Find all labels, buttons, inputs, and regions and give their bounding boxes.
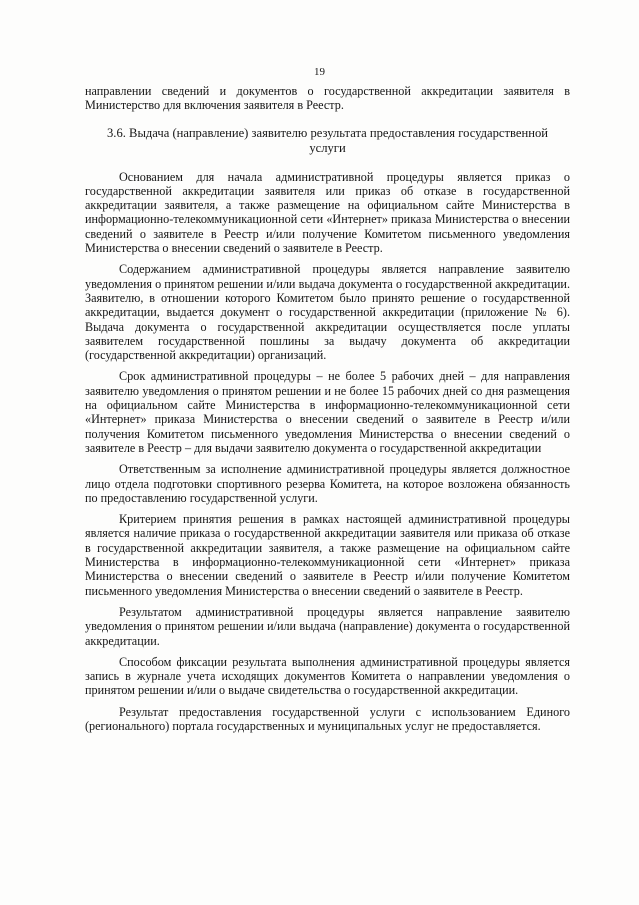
paragraph-recording: Способом фиксации результата выполнения административной процедуры является запись в журнале учета исходящих документов Комитета о направлении уведомления о принятом решении и/или о выдаче свидетельства о государственной аккредитации.	[85, 654, 570, 698]
paragraph-basis: Основанием для начала административной процедуры является приказ о государственной аккредитации заявителя или приказ об отказе в государственной аккредитации заявителя, а также размещение на официальном сайте Министерства в информационно-телекоммуникационной сети «Интернет» приказа Министерства о внесении сведений о заявителе в Реестр и/или получение Комитетом письменного уведомления Министерства о внесении сведений о заявителе в Реестр.	[85, 169, 570, 256]
paragraph-result: Результатом административной процедуры является направление заявителю уведомления о принятом решении и/или выдача (направление) документа о государственной аккредитации.	[85, 604, 570, 648]
paragraph-criterion: Критерием принятия решения в рамках настоящей административной процедуры является наличие приказа о государственной аккредитации заявителя или приказа об отказе в государственной аккредитации заявителя, а также размещение на официальном сайте Министерства в информационно-телекоммуникационной сети «Интернет» приказа Министерства о внесении сведений о заявителе в Реестр и/или получение Комитетом письменного уведомления Министерства о внесении сведений о заявителе в Реестр.	[85, 512, 570, 598]
paragraph-content: Содержанием административной процедуры является направление заявителю уведомления о принятом решении и/или выдача документа о государственной аккредитации. Заявителю, в отношении которого Комитетом было принято решение о государственной аккредитации, выдается документ о государственной аккредитации (приложение № 6). Выдача документа о государственной аккредитации осуществляется после уплаты заявителем государственной пошлины за выдачу документа об аккредитации (государственной аккредитации) организаций.	[85, 262, 570, 363]
paragraph-responsible: Ответственным за исполнение административной процедуры является должностное лицо отдела подготовки спортивного резерва Комитета, на которое возложена обязанность по предоставлению государственной услуги.	[85, 462, 570, 505]
page-number: 19	[314, 66, 325, 78]
paragraph-deadline: Срок административной процедуры – не более 5 рабочих дней – для направления заявителю уведомления о принятом решении и не более 15 рабочих дней со дня размещения на официальном сайте Министерства в информационно-телекоммуникационной сети «Интернет» приказа Министерства о внесении сведений о заявителе в Реестр и/или получения Комитетом письменного уведомления Министерства о внесении сведений о заявителе в Реестр – для выдачи заявителю документа о государственной аккредитации	[85, 369, 570, 455]
intro-paragraph: направлении сведений и документов о государственной аккредитации заявителя в Министерство для включения заявителя в Реестр.	[85, 84, 570, 113]
paragraph-portal: Результат предоставления государственной услуги с использованием Единого (регионального) портала государственных и муниципальных услуг не предоставляется.	[85, 704, 570, 733]
section-heading: 3.6. Выдача (направление) заявителю результата предоставления государственной услуги	[107, 125, 548, 155]
page-content	[85, 84, 570, 733]
